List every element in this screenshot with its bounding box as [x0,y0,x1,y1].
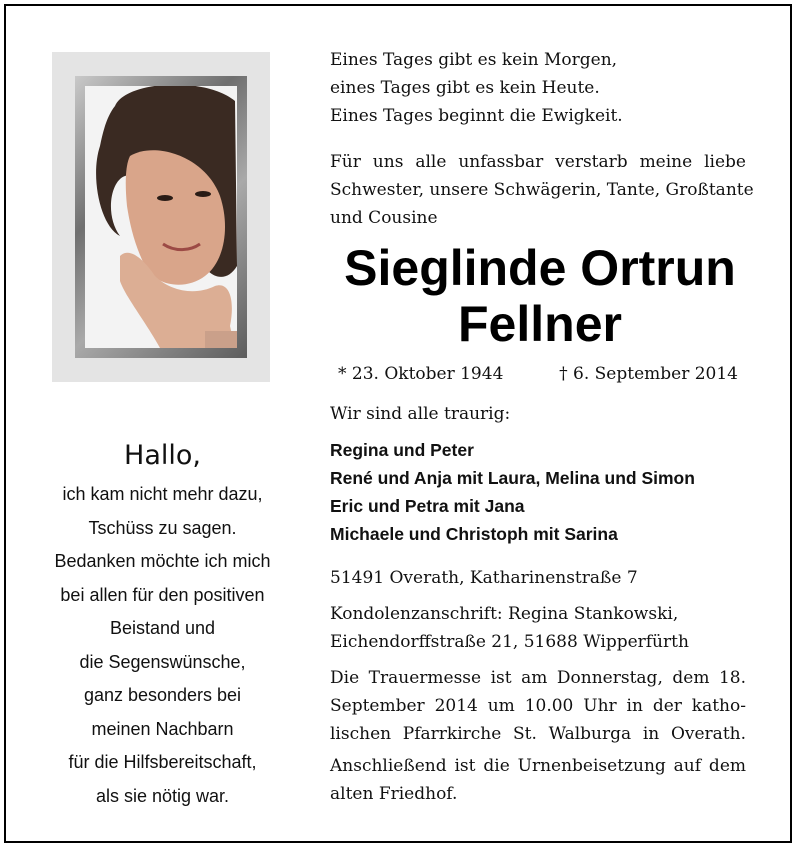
life-dates [330,360,746,388]
poem-line: meinen Nachbarn [91,718,234,739]
woman-portrait-illustration [85,86,237,348]
mourning-intro: Wir sind alle traurig: [330,404,511,424]
poem-greeting: Hallo, [124,440,201,471]
name-line-1: Sieglinde Ortrun [344,240,736,296]
home-address: 51491 Overath, Katharinenstraße 7 [330,568,638,588]
death-date: † 6. September 2014 [559,364,738,384]
poem-line: Beistand und [109,618,216,638]
burial-line: Anschließend ist die Urnenbeisetzung auf dem [330,756,746,776]
motto-line: Eines Tages beginnt die Ewigkeit. [330,106,623,126]
mass-line: lischen Pfarrkirche St. Walburga in Overath. [330,724,746,744]
poem-line: Tschüss zu sagen. [88,517,237,538]
death-announcement [330,148,754,232]
family-entry: Michaele und Christoph mit Sarina [330,524,618,544]
portrait-photo [85,86,237,348]
family-list [330,436,746,548]
condolence-address [330,600,746,656]
family-entry: Eric und Petra mit Jana [330,496,525,516]
condolence-line: Eichendorffstraße 21, 51688 Wipperfürth [330,632,689,652]
motto-verse [330,46,746,130]
name-line-2: Fellner [458,296,622,352]
funeral-mass-info [330,664,746,748]
condolence-line: Kondolenzanschrift: Regina Stankowski, [330,604,679,624]
birth-date: * 23. Oktober 1944 [338,364,504,384]
family-entry: René und Anja mit Laura, Melina und Simon [330,468,695,488]
intro-line: Schwester, unsere Schwägerin, Tante, Großtante [330,180,754,200]
poem-line: als sie nötig war. [95,785,230,806]
poem-line: ganz besonders bei [83,685,242,705]
poem-line: für die Hilfsbereitschaft, [68,752,257,772]
poem-line: Bedanken möchte ich mich [54,551,271,571]
portrait-mat [52,52,270,382]
mass-line: Die Trauermesse ist am Donnerstag, dem 18. [330,668,746,688]
poem-line: ich kam nicht mehr dazu, [62,484,263,504]
burial-line: alten Friedhof. [330,784,458,804]
intro-line: und Cousine [330,208,438,228]
family-entry: Regina und Peter [330,440,474,460]
portrait-frame [75,76,247,358]
farewell-poem [40,436,285,813]
intro-line: Für uns alle unfassbar verstarb meine liebe [330,152,746,172]
deceased-name [320,240,760,352]
burial-info [330,752,746,808]
poem-line: die Segenswünsche, [79,651,246,672]
motto-line: Eines Tages gibt es kein Morgen, [330,50,618,70]
mass-line: September 2014 um 10.00 Uhr in der katho- [330,696,746,716]
motto-line: eines Tages gibt es kein Heute. [330,78,600,98]
poem-line: bei allen für den positiven [60,584,265,605]
